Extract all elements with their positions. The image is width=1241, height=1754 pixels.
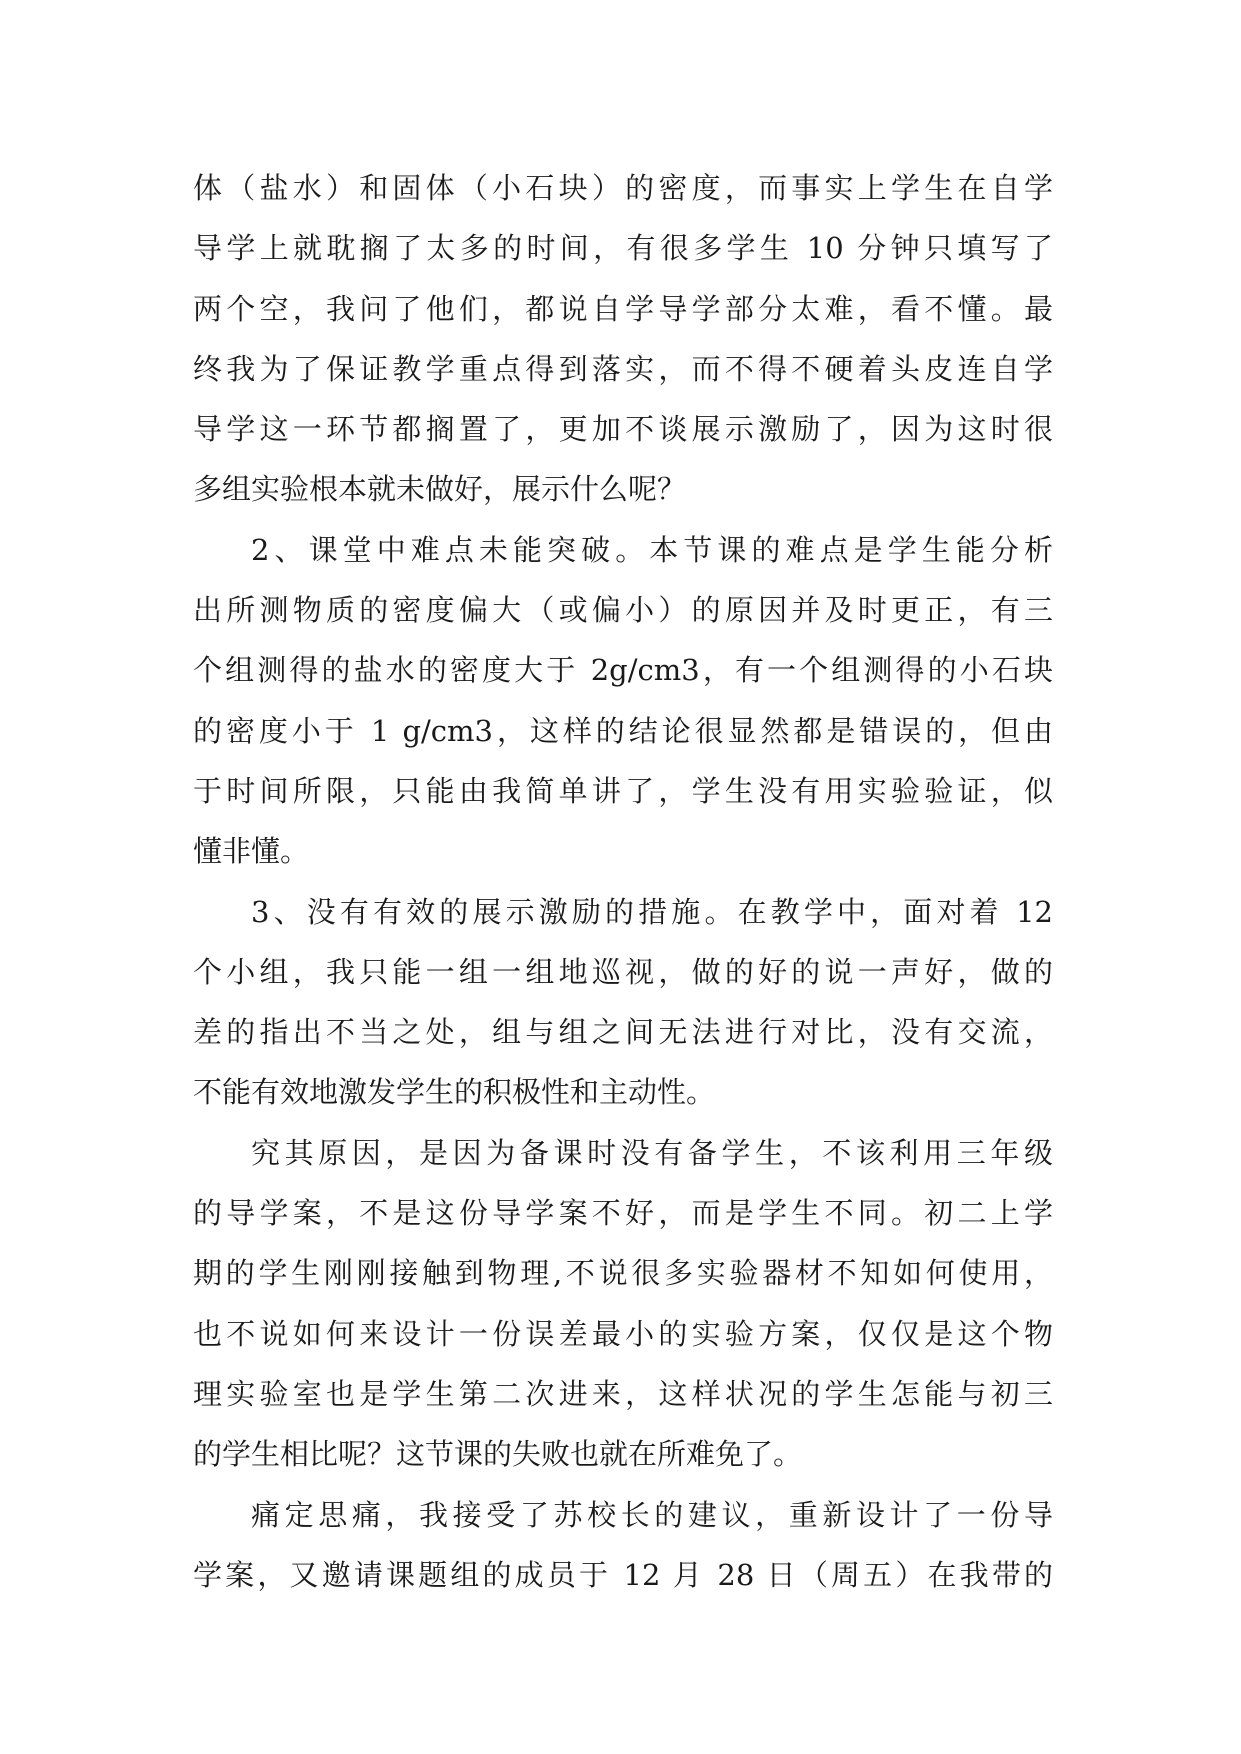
text-line: 差的指出不当之处，组与组之间无法进行对比，没有交流，	[193, 1015, 1053, 1050]
text-line: 导学上就耽搁了太多的时间，有很多学生 10 分钟只填写了	[193, 231, 1053, 266]
text-line: 两个空，我问了他们，都说自学导学部分太难，看不懂。最	[193, 291, 1053, 326]
text-line: 3、没有有效的展示激励的措施。在教学中，面对着 12	[251, 894, 1053, 929]
text-line: 理实验室也是学生第二次进来，这样状况的学生怎能与初三	[193, 1376, 1053, 1411]
text-line: 期的学生刚刚接触到物理,不说很多实验器材不知如何使用，	[193, 1256, 1053, 1291]
text-line: 痛定思痛，我接受了苏校长的建议，重新设计了一份导	[251, 1497, 1053, 1532]
text-line: 终我为了保证教学重点得到落实，而不得不硬着头皮连自学	[193, 351, 1053, 386]
text-line: 2、课堂中难点未能突破。本节课的难点是学生能分析	[251, 532, 1053, 567]
text-line: 的密度小于 1 g/cm3，这样的结论很显然都是错误的，但由	[193, 713, 1053, 748]
text-line: 懂非懂。	[193, 834, 310, 869]
text-line: 于时间所限，只能由我简单讲了，学生没有用实验验证，似	[193, 773, 1053, 808]
text-line: 学案，又邀请课题组的成员于 12 月 28 日（周五）在我带的	[193, 1557, 1053, 1592]
text-line: 的导学案，不是这份导学案不好，而是学生不同。初二上学	[193, 1196, 1053, 1231]
text-line: 体（盐水）和固体（小石块）的密度，而事实上学生在自学	[193, 171, 1053, 205]
document-body-text	[193, 158, 1053, 1605]
text-line: 也不说如何来设计一份误差最小的实验方案，仅仅是这个物	[193, 1316, 1053, 1351]
text-line: 个小组，我只能一组一组地巡视，做的好的说一声好，做的	[193, 954, 1053, 989]
text-line: 的学生相比呢？这节课的失败也就在所难免了。	[193, 1437, 803, 1472]
text-line: 究其原因，是因为备课时没有备学生，不该利用三年级	[251, 1135, 1053, 1170]
text-line: 导学这一环节都搁置了，更加不谈展示激励了，因为这时很	[193, 412, 1053, 447]
text-line: 多组实验根本就未做好，展示什么呢？	[193, 472, 687, 507]
text-line: 出所测物质的密度偏大（或偏小）的原因并及时更正，有三	[193, 593, 1053, 628]
text-line: 不能有效地激发学生的积极性和主动性。	[193, 1075, 716, 1110]
text-line: 个组测得的盐水的密度大于 2g/cm3，有一个组测得的小石块	[193, 653, 1053, 688]
